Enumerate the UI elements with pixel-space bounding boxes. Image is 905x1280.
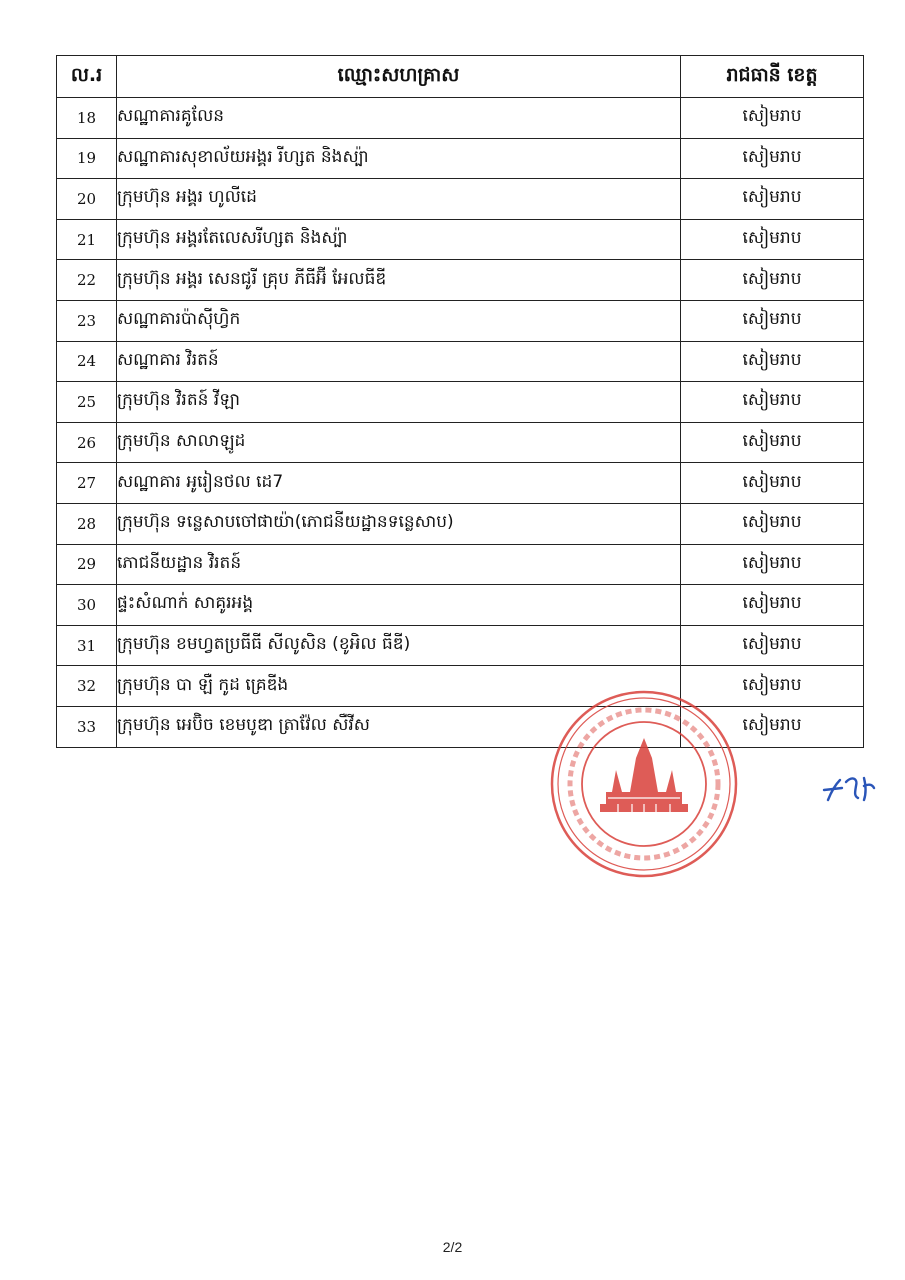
table-row [57,463,864,504]
row-number: 22 [57,260,117,301]
province: សៀមរាប [681,179,864,220]
table-row [57,544,864,585]
table-row [57,503,864,544]
row-number: 29 [57,544,117,585]
row-number: 28 [57,503,117,544]
page-number: 2/2 [442,1239,463,1255]
table-row [57,666,864,707]
header-no: ល.រ [57,56,117,98]
table-row [57,422,864,463]
table-row [57,219,864,260]
province: សៀមរាប [681,300,864,341]
table-row [57,382,864,423]
province: សៀមរាប [681,463,864,504]
table-row [57,260,864,301]
enterprise-name: ក្រុមហ៊ុន អេប៊ិច ខេមបូឌា ត្រាវ៉ែល សឺវីស [117,706,681,747]
province: សៀមរាប [681,341,864,382]
table-row [57,300,864,341]
enterprise-name: ក្រុមហ៊ុន សាលាឡូដ [117,422,681,463]
row-number: 25 [57,382,117,423]
enterprise-name: សណ្ឋាគារប៉ាស៊ីហ្វិក [117,300,681,341]
enterprise-name: ផ្ទះសំណាក់ សាគូរអង្គ [117,585,681,626]
province: សៀមរាប [681,503,864,544]
row-number: 27 [57,463,117,504]
row-number: 33 [57,706,117,747]
row-number: 20 [57,179,117,220]
province: សៀមរាប [681,666,864,707]
table-row [57,625,864,666]
province: សៀមរាប [681,98,864,139]
enterprise-name: ភោជនីយដ្ឋាន វិរតន៍ [117,544,681,585]
row-number: 32 [57,666,117,707]
enterprise-name: ក្រុមហ៊ុន បា ឡឺ កូដ គ្រេឌីង [117,666,681,707]
enterprise-name: ក្រុមហ៊ុន អង្គរតែលេសរីហ្សត និងស្ប៉ា [117,219,681,260]
table-header-row [57,56,864,98]
row-number: 18 [57,98,117,139]
province: សៀមរាប [681,260,864,301]
row-number: 19 [57,138,117,179]
province: សៀមរាប [681,585,864,626]
province: សៀមរាប [681,706,864,747]
row-number: 30 [57,585,117,626]
enterprise-table [56,55,864,748]
province: សៀមរាប [681,422,864,463]
table-row [57,585,864,626]
table-body [57,98,864,748]
header-province: រាជធានី ខេត្ត [681,56,864,98]
enterprise-name: ក្រុមហ៊ុន ខមហ្វតប្រធីធី សីលូសិន (ខូអិល ធីឌី) [117,625,681,666]
row-number: 23 [57,300,117,341]
table-row [57,138,864,179]
table-row [57,179,864,220]
enterprise-name: សណ្ឋាគារ វិរតន៍ [117,341,681,382]
table-row [57,98,864,139]
table-row [57,341,864,382]
enterprise-name: ក្រុមហ៊ុន អង្គរ ហូលីដេ [117,179,681,220]
province: សៀមរាប [681,219,864,260]
row-number: 26 [57,422,117,463]
enterprise-name: ក្រុមហ៊ុន ទន្លេសាបចៅផាយ៉ា(ភោជនីយដ្ឋានទន្លេសាប) [117,503,681,544]
province: សៀមរាប [681,625,864,666]
row-number: 24 [57,341,117,382]
province: សៀមរាប [681,544,864,585]
header-enterprise-name: ឈ្មោះសហគ្រាស [117,56,681,98]
row-number: 21 [57,219,117,260]
enterprise-name: សណ្ឋាគារគូលែន [117,98,681,139]
province: សៀមរាប [681,138,864,179]
enterprise-name: សណ្ឋាគារ អូរៀនថល ដេ7 [117,463,681,504]
ministry-seal-icon [548,688,740,880]
table-row [57,706,864,747]
row-number: 31 [57,625,117,666]
enterprise-name: ក្រុមហ៊ុន វិរតន៍ វីឡា [117,382,681,423]
initials-signature-icon [818,770,878,806]
enterprise-name: សណ្ឋាគារសុខាល័យអង្គរ រីហ្សត និងស្ប៉ា [117,138,681,179]
enterprise-name: ក្រុមហ៊ុន អង្គរ សេនជូរី គ្រុប ភីធីអ៊ី អែលធីឌី [117,260,681,301]
province: សៀមរាប [681,382,864,423]
